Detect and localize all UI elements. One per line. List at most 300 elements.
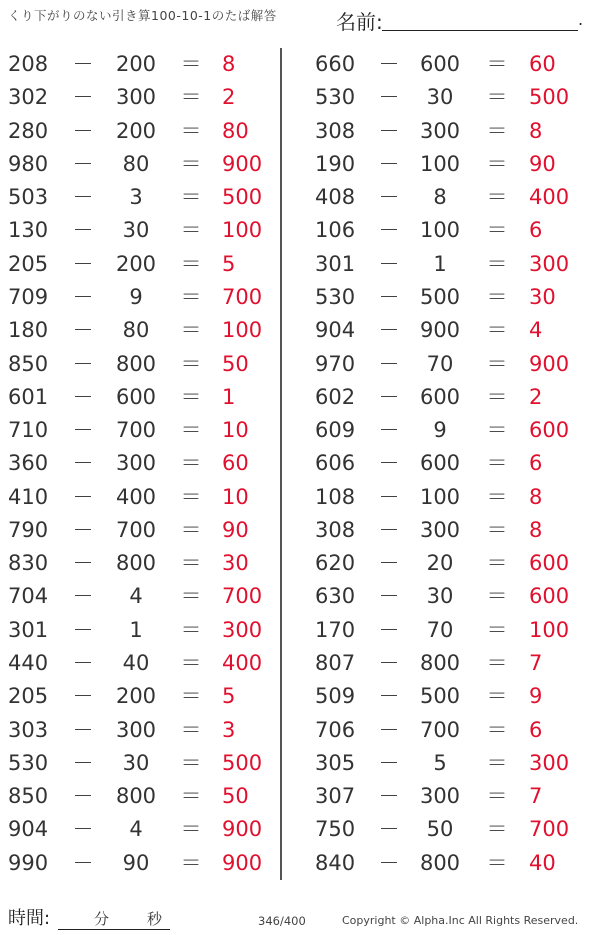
subtrahend: 400 — [115, 484, 157, 509]
subtrahend: 4 — [129, 584, 143, 609]
answer: 300 — [529, 750, 570, 775]
problem-row — [0, 314, 278, 347]
problem-row — [300, 381, 600, 414]
equals-sign: ＝ — [486, 52, 508, 76]
answer: 7 — [529, 784, 543, 809]
subtrahend: 80 — [122, 151, 150, 176]
equals-sign: ＝ — [180, 451, 202, 476]
problem-row — [0, 514, 278, 547]
minuend: 790 — [8, 517, 49, 542]
name-end-dot: . — [578, 10, 584, 29]
subtrahend: 300 — [115, 85, 157, 110]
subtrahend: 30 — [426, 85, 454, 110]
problem-row — [300, 115, 600, 148]
copyright-notice: Copyright © Alpha.Inc All Rights Reserved. — [342, 914, 579, 927]
subtrahend: 500 — [419, 684, 461, 709]
minuend: 709 — [8, 284, 49, 309]
answer: 8 — [222, 52, 236, 76]
equals-sign: ＝ — [180, 384, 202, 409]
minus-sign: － — [72, 784, 94, 809]
minuend: 208 — [8, 52, 49, 76]
minuend: 509 — [315, 684, 356, 709]
minuend: 180 — [8, 318, 49, 343]
minus-sign: － — [72, 651, 94, 676]
equals-sign: ＝ — [180, 817, 202, 842]
minuend: 710 — [8, 418, 49, 443]
subtrahend: 900 — [419, 318, 461, 343]
minuend: 660 — [315, 52, 356, 76]
subtrahend: 9 — [433, 418, 447, 443]
equals-sign: ＝ — [180, 218, 202, 243]
minus-sign: － — [72, 484, 94, 509]
equals-sign: ＝ — [180, 185, 202, 210]
problem-row — [300, 680, 600, 713]
equals-sign: ＝ — [180, 484, 202, 509]
problem-row — [300, 414, 600, 447]
name-label: 名前: — [336, 10, 383, 34]
equals-sign: ＝ — [180, 118, 202, 143]
minus-sign: － — [378, 185, 400, 210]
subtrahend: 1 — [129, 617, 143, 642]
minus-sign: － — [378, 750, 400, 775]
problem-row — [300, 547, 600, 580]
answer: 400 — [222, 651, 263, 676]
minuend: 970 — [315, 351, 356, 376]
problem-row — [0, 115, 278, 148]
equals-sign: ＝ — [180, 551, 202, 576]
answer: 300 — [529, 251, 570, 276]
subtrahend: 500 — [419, 284, 461, 309]
equals-sign: ＝ — [486, 351, 508, 376]
answer: 8 — [529, 517, 543, 542]
equals-sign: ＝ — [180, 850, 202, 875]
minus-sign: － — [72, 251, 94, 276]
equals-sign: ＝ — [486, 418, 508, 443]
equals-sign: ＝ — [486, 318, 508, 343]
equals-sign: ＝ — [486, 185, 508, 210]
answer: 7 — [529, 651, 543, 676]
subtrahend: 600 — [419, 451, 461, 476]
footer — [0, 900, 600, 935]
problem-row — [300, 281, 600, 314]
subtrahend: 300 — [419, 517, 461, 542]
subtrahend: 600 — [115, 384, 157, 409]
answer: 5 — [222, 684, 236, 709]
minus-sign: － — [378, 850, 400, 875]
minuend: 620 — [315, 551, 356, 576]
equals-sign: ＝ — [486, 85, 508, 110]
answer: 2 — [529, 384, 543, 409]
answer: 4 — [529, 318, 543, 343]
answer: 900 — [529, 351, 570, 376]
minus-sign: － — [378, 418, 400, 443]
problem-row — [300, 248, 600, 281]
minuend: 530 — [315, 284, 356, 309]
equals-sign: ＝ — [486, 484, 508, 509]
minus-sign: － — [72, 118, 94, 143]
problem-row — [0, 481, 278, 514]
problem-row — [0, 614, 278, 647]
problem-row — [300, 714, 600, 747]
equals-sign: ＝ — [180, 684, 202, 709]
minuend: 440 — [8, 651, 49, 676]
minuend: 706 — [315, 717, 356, 742]
minuend: 303 — [8, 717, 49, 742]
subtrahend: 3 — [129, 185, 143, 210]
minus-sign: － — [378, 484, 400, 509]
name-field — [336, 6, 586, 34]
answer: 9 — [529, 684, 543, 709]
problem-row — [0, 747, 278, 780]
minus-sign: － — [378, 251, 400, 276]
problem-row — [300, 48, 600, 81]
problem-row — [300, 81, 600, 114]
problem-row — [0, 348, 278, 381]
minuend: 170 — [315, 617, 356, 642]
answer: 600 — [529, 551, 570, 576]
minus-sign: － — [378, 351, 400, 376]
answer: 2 — [222, 85, 236, 110]
minuend: 830 — [8, 551, 49, 576]
answer: 8 — [529, 484, 543, 509]
problem-row — [0, 580, 278, 613]
minus-sign: － — [378, 384, 400, 409]
equals-sign: ＝ — [180, 651, 202, 676]
answer: 30 — [529, 284, 556, 309]
minuend: 360 — [8, 451, 49, 476]
problem-row — [0, 414, 278, 447]
problem-row — [0, 281, 278, 314]
minuend: 530 — [315, 85, 356, 110]
equals-sign: ＝ — [180, 318, 202, 343]
minuend: 205 — [8, 684, 49, 709]
page-number: 346/400 — [258, 914, 306, 928]
equals-sign: ＝ — [180, 251, 202, 276]
time-label: 時間: — [8, 908, 51, 929]
answer: 8 — [529, 118, 543, 143]
answer: 60 — [529, 52, 556, 76]
subtrahend: 300 — [115, 451, 157, 476]
subtrahend: 800 — [419, 850, 461, 875]
minuend: 980 — [8, 151, 49, 176]
subtrahend: 300 — [419, 118, 461, 143]
equals-sign: ＝ — [486, 750, 508, 775]
equals-sign: ＝ — [180, 52, 202, 76]
equals-sign: ＝ — [180, 617, 202, 642]
minus-sign: － — [72, 451, 94, 476]
minus-sign: － — [378, 784, 400, 809]
minuend: 190 — [315, 151, 356, 176]
subtrahend: 800 — [115, 551, 157, 576]
minuend: 106 — [315, 218, 356, 243]
minus-sign: － — [72, 85, 94, 110]
minuend: 704 — [8, 584, 49, 609]
minus-sign: － — [72, 551, 94, 576]
answer: 600 — [529, 418, 570, 443]
answer: 700 — [222, 284, 263, 309]
minus-sign: － — [378, 717, 400, 742]
subtrahend: 70 — [426, 351, 454, 376]
minus-sign: － — [378, 651, 400, 676]
equals-sign: ＝ — [486, 251, 508, 276]
equals-sign: ＝ — [486, 850, 508, 875]
answer: 30 — [222, 551, 249, 576]
seconds-unit: 秒 — [147, 910, 163, 928]
problem-row — [300, 314, 600, 347]
subtrahend: 8 — [433, 185, 447, 210]
subtrahend: 700 — [419, 717, 461, 742]
minus-sign: － — [72, 717, 94, 742]
right-problem-column — [300, 48, 600, 880]
problem-row — [300, 780, 600, 813]
minus-sign: － — [378, 517, 400, 542]
problem-row — [0, 847, 278, 880]
minus-sign: － — [72, 185, 94, 210]
equals-sign: ＝ — [180, 284, 202, 309]
minus-sign: － — [378, 151, 400, 176]
minus-sign: － — [378, 551, 400, 576]
answer: 80 — [222, 118, 249, 143]
problem-row — [0, 714, 278, 747]
subtrahend: 200 — [115, 251, 157, 276]
problem-row — [300, 747, 600, 780]
subtrahend: 200 — [115, 52, 157, 76]
equals-sign: ＝ — [180, 151, 202, 176]
answer: 100 — [222, 318, 263, 343]
subtrahend: 40 — [122, 651, 150, 676]
minuend: 301 — [8, 617, 49, 642]
problem-row — [300, 813, 600, 846]
equals-sign: ＝ — [180, 351, 202, 376]
equals-sign: ＝ — [486, 684, 508, 709]
minus-sign: － — [378, 318, 400, 343]
minus-sign: － — [72, 52, 94, 76]
minuend: 280 — [8, 118, 49, 143]
answer: 900 — [222, 850, 263, 875]
subtrahend: 300 — [115, 717, 157, 742]
subtrahend: 100 — [419, 218, 461, 243]
answer: 6 — [529, 218, 543, 243]
minuend: 305 — [315, 750, 356, 775]
answer: 700 — [222, 584, 263, 609]
minus-sign: － — [72, 284, 94, 309]
minuend: 530 — [8, 750, 49, 775]
subtrahend: 5 — [433, 750, 447, 775]
equals-sign: ＝ — [486, 218, 508, 243]
answer: 60 — [222, 451, 249, 476]
problem-row — [0, 381, 278, 414]
left-problem-column — [0, 48, 278, 880]
problem-row — [300, 481, 600, 514]
equals-sign: ＝ — [180, 784, 202, 809]
minuend: 602 — [315, 384, 356, 409]
minuend: 205 — [8, 251, 49, 276]
problem-row — [0, 181, 278, 214]
minuend: 904 — [8, 817, 49, 842]
minuend: 410 — [8, 484, 49, 509]
answer: 6 — [529, 717, 543, 742]
minus-sign: － — [378, 684, 400, 709]
problem-row — [300, 348, 600, 381]
minuend: 308 — [315, 517, 356, 542]
minus-sign: － — [72, 318, 94, 343]
minus-sign: － — [72, 418, 94, 443]
minuend: 308 — [315, 118, 356, 143]
equals-sign: ＝ — [180, 85, 202, 110]
subtrahend: 4 — [129, 817, 143, 842]
minuend: 609 — [315, 418, 356, 443]
equals-sign: ＝ — [486, 651, 508, 676]
name-underline — [382, 30, 578, 31]
problem-row — [0, 680, 278, 713]
answer: 100 — [529, 617, 570, 642]
subtrahend: 300 — [419, 784, 461, 809]
answer: 40 — [529, 850, 556, 875]
minuend: 850 — [8, 351, 49, 376]
minuend: 108 — [315, 484, 356, 509]
minuend: 904 — [315, 318, 356, 343]
equals-sign: ＝ — [486, 284, 508, 309]
minus-sign: － — [72, 850, 94, 875]
minus-sign: － — [378, 451, 400, 476]
subtrahend: 800 — [419, 651, 461, 676]
minus-sign: － — [378, 52, 400, 76]
problem-row — [0, 813, 278, 846]
answer: 1 — [222, 384, 236, 409]
minus-sign: － — [378, 817, 400, 842]
minus-sign: － — [378, 584, 400, 609]
minuend: 850 — [8, 784, 49, 809]
minus-sign: － — [72, 817, 94, 842]
subtrahend: 30 — [122, 218, 150, 243]
subtrahend: 100 — [419, 484, 461, 509]
answer: 500 — [222, 185, 263, 210]
problem-row — [300, 447, 600, 480]
equals-sign: ＝ — [180, 750, 202, 775]
subtrahend: 600 — [419, 52, 461, 76]
minuend: 130 — [8, 218, 49, 243]
worksheet-title: くり下がりのない引き算100-10-1のたば解答 — [8, 8, 277, 23]
equals-sign: ＝ — [486, 617, 508, 642]
minus-sign: － — [72, 617, 94, 642]
minus-sign: － — [72, 151, 94, 176]
subtrahend: 30 — [426, 584, 454, 609]
subtrahend: 9 — [129, 284, 143, 309]
subtrahend: 50 — [426, 817, 454, 842]
answer: 300 — [222, 617, 263, 642]
answer: 50 — [222, 784, 249, 809]
equals-sign: ＝ — [486, 517, 508, 542]
equals-sign: ＝ — [180, 418, 202, 443]
answer: 900 — [222, 151, 263, 176]
answer: 500 — [529, 85, 570, 110]
minus-sign: － — [72, 684, 94, 709]
minuend: 990 — [8, 850, 49, 875]
minuend: 503 — [8, 185, 49, 210]
minuend: 630 — [315, 584, 356, 609]
answer: 90 — [529, 151, 556, 176]
equals-sign: ＝ — [180, 717, 202, 742]
minuend: 302 — [8, 85, 49, 110]
answer: 10 — [222, 418, 249, 443]
equals-sign: ＝ — [486, 118, 508, 143]
problem-row — [300, 647, 600, 680]
minus-sign: － — [378, 85, 400, 110]
minus-sign: － — [378, 617, 400, 642]
answer: 50 — [222, 351, 249, 376]
subtrahend: 800 — [115, 351, 157, 376]
minus-sign: － — [72, 584, 94, 609]
problem-row — [300, 214, 600, 247]
answer: 3 — [222, 717, 236, 742]
equals-sign: ＝ — [486, 584, 508, 609]
problem-row — [300, 514, 600, 547]
subtrahend: 80 — [122, 318, 150, 343]
time-underline — [58, 929, 170, 930]
answer: 400 — [529, 185, 570, 210]
answer: 10 — [222, 484, 249, 509]
subtrahend: 200 — [115, 118, 157, 143]
equals-sign: ＝ — [486, 151, 508, 176]
answer: 90 — [222, 517, 249, 542]
subtrahend: 200 — [115, 684, 157, 709]
minus-sign: － — [72, 517, 94, 542]
problem-row — [300, 847, 600, 880]
answer: 5 — [222, 251, 236, 276]
problem-row — [0, 447, 278, 480]
minuend: 606 — [315, 451, 356, 476]
answer: 600 — [529, 584, 570, 609]
minuend: 807 — [315, 651, 356, 676]
equals-sign: ＝ — [486, 717, 508, 742]
problem-row — [0, 647, 278, 680]
subtrahend: 600 — [419, 384, 461, 409]
subtrahend: 1 — [433, 251, 447, 276]
problem-row — [0, 780, 278, 813]
equals-sign: ＝ — [180, 584, 202, 609]
minus-sign: － — [72, 384, 94, 409]
equals-sign: ＝ — [180, 517, 202, 542]
minus-sign: － — [378, 218, 400, 243]
minus-sign: － — [72, 351, 94, 376]
problem-row — [300, 148, 600, 181]
minus-sign: － — [72, 750, 94, 775]
subtrahend: 30 — [122, 750, 150, 775]
equals-sign: ＝ — [486, 551, 508, 576]
subtrahend: 700 — [115, 517, 157, 542]
minuend: 750 — [315, 817, 356, 842]
answer: 6 — [529, 451, 543, 476]
answer: 700 — [529, 817, 570, 842]
answer: 900 — [222, 817, 263, 842]
minuend: 601 — [8, 384, 49, 409]
answer: 500 — [222, 750, 263, 775]
minuend: 408 — [315, 185, 356, 210]
problem-row — [0, 48, 278, 81]
problem-row — [0, 81, 278, 114]
subtrahend: 90 — [122, 850, 150, 875]
equals-sign: ＝ — [486, 784, 508, 809]
minuend: 301 — [315, 251, 356, 276]
subtrahend: 20 — [426, 551, 454, 576]
minuend: 840 — [315, 850, 356, 875]
subtrahend: 700 — [115, 418, 157, 443]
problem-row — [300, 580, 600, 613]
equals-sign: ＝ — [486, 384, 508, 409]
problem-row — [300, 181, 600, 214]
subtrahend: 800 — [115, 784, 157, 809]
minus-sign: － — [72, 218, 94, 243]
